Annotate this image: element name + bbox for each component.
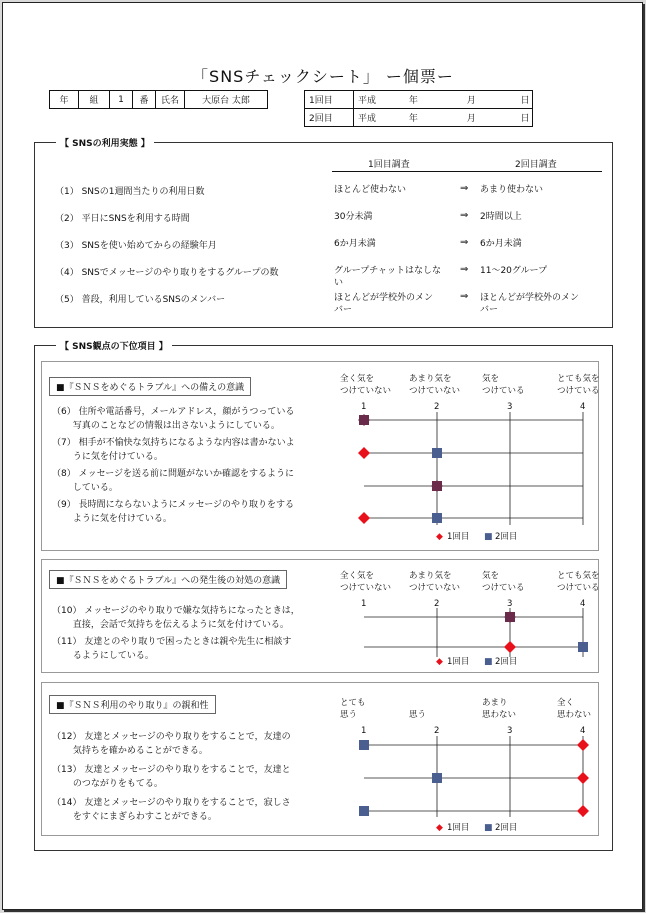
usage-second-answer: 2時間以上 — [480, 212, 522, 222]
subpanel-item: （10） メッセージのやり取りで嫌な気持ちになったときは， 直接，会話で気持ちを伝えるように気を付けている。 — [52, 606, 300, 630]
usage-arrow: ⇒ — [460, 237, 469, 248]
name-label: 氏名 — [156, 91, 185, 109]
usage-arrow: ⇒ — [460, 291, 469, 302]
scale-label: 思わない — [557, 710, 592, 720]
usage-second-answer: あまり使わない — [480, 185, 544, 195]
page-title: 「SNSチェックシート」 ー個票ー — [192, 67, 454, 86]
subpanel-heading: ■『ＳＮＳ利用のやり取り』の親和性 — [49, 695, 216, 714]
usage-arrow: ⇒ — [460, 264, 469, 275]
tick-label: 4 — [580, 599, 586, 609]
tick-label: 4 — [580, 726, 586, 736]
tick-label: 2 — [434, 402, 440, 412]
subpanel-item: （7） 相手が不愉快な気持ちになるような内容は書かないよ うに気を付けている。 — [52, 438, 295, 462]
subpanel-heading: ■『ＳＮＳをめぐるトラブル』への発生後の対処の意識 — [49, 570, 287, 589]
grade-label: 年 — [50, 91, 79, 109]
era: 平成 — [358, 96, 377, 106]
day-label: 日 — [520, 96, 530, 106]
class-label: 組 — [79, 91, 110, 109]
subpanel-item: （9） 長時間にならないようにメッセージのやり取りをする ように気を付けている。 — [52, 500, 295, 524]
usage-col2-header: 2回目調査 — [515, 160, 557, 170]
scale-label: 気を — [482, 374, 500, 384]
viewpoint-section-title: 【 SNS観点の下位項目 】 — [56, 339, 172, 352]
month-label: 月 — [466, 114, 476, 124]
scale-label: つけている — [482, 583, 525, 593]
day-label: 日 — [520, 114, 530, 124]
subpanel-heading: ■『ＳＮＳをめぐるトラブル』への備えの意識 — [49, 377, 251, 396]
scale-label: 気を — [482, 571, 500, 581]
scale-label: 全く気を — [340, 571, 375, 581]
usage-col1-header: 1回目調査 — [368, 160, 410, 170]
legend-first-label: 1回目 — [447, 657, 470, 667]
round-label: 2回目 — [305, 109, 354, 127]
scale-label: 全く — [557, 698, 575, 708]
legend-second-marker: ■ — [484, 823, 493, 833]
tick-label: 3 — [507, 726, 513, 736]
legend-first-label: 1回目 — [447, 532, 470, 542]
year-label: 年 — [408, 96, 418, 106]
usage-section-title: 【 SNSの利用実態 】 — [56, 136, 154, 149]
legend-second-marker: ■ — [484, 532, 493, 542]
tick-label: 1 — [361, 726, 367, 736]
legend-first-marker: ◆ — [436, 823, 443, 833]
rounds-table — [304, 90, 533, 127]
tick-label: 2 — [434, 726, 440, 736]
usage-first-answer: 6か月未満 — [334, 239, 376, 249]
usage-row-label: （3） SNSを使い始めてからの経験年月 — [55, 241, 217, 251]
scale-label: あまり気を — [409, 374, 452, 384]
usage-row-label: （1） SNSの1週間当たりの利用日数 — [55, 187, 205, 197]
usage-row-label: （4） SNSでメッセージのやり取りをするグループの数 — [55, 268, 279, 278]
usage-row-label: （2） 平日にSNSを利用する時間 — [55, 214, 190, 224]
usage-second-answer: 11～20グループ — [480, 266, 548, 276]
legend-second-label: 2回目 — [495, 657, 518, 667]
usage-arrow: ⇒ — [460, 183, 469, 194]
scale-label: 思う — [409, 710, 427, 720]
subpanel-item: （8） メッセージを送る前に問題がないか確認をするように している。 — [52, 469, 295, 493]
legend-second-label: 2回目 — [495, 532, 518, 542]
usage-header-rule — [332, 171, 602, 172]
scale-label: つけていない — [340, 386, 392, 396]
era: 平成 — [358, 114, 377, 124]
scale-label: とても気を — [557, 374, 600, 384]
subpanel-item: （13） 友達とメッセージのやり取りをすることで，友達と のつながりをもてる。 — [52, 765, 291, 789]
subpanel-item: （6） 住所や電話番号，メールアドレス，顔がうつっている 写真のことなどの情報は出さないようにしている。 — [52, 407, 295, 431]
usage-first-answer: 30分未満 — [334, 212, 373, 222]
legend-first-marker: ◆ — [436, 657, 443, 667]
student-name: 大原台 太郎 — [185, 91, 268, 109]
scale-label: つけている — [482, 386, 525, 396]
usage-arrow: ⇒ — [460, 210, 469, 221]
round-row — [305, 91, 533, 109]
legend-first-label: 1回目 — [447, 823, 470, 833]
usage-first-answer: ほとんどが学校外のメン バー — [334, 293, 434, 315]
round-date — [354, 109, 533, 127]
legend-first-marker: ◆ — [436, 532, 443, 542]
scale-label: つけている — [557, 386, 600, 396]
scale-label: つけていない — [409, 583, 461, 593]
student-number: 1 — [110, 91, 133, 109]
legend-second-label: 2回目 — [495, 823, 518, 833]
subpanel-item: （11） 友達とのやり取りで困ったときは親や先生に相談す るようにしている。 — [52, 637, 292, 661]
scale-label: 全く気を — [340, 374, 375, 384]
usage-row-label: （5） 普段，利用しているSNSのメンバー — [55, 295, 226, 305]
tick-label: 4 — [580, 402, 586, 412]
tick-label: 1 — [361, 599, 367, 609]
subpanel-item: （14） 友達とメッセージのやり取りをすることで，寂しさ をすぐにまぎらわすことができる。 — [52, 798, 291, 822]
scale-label: とても — [340, 698, 366, 708]
usage-second-answer: 6か月未満 — [480, 239, 522, 249]
tick-label: 2 — [434, 599, 440, 609]
scale-label: あまり — [482, 698, 508, 708]
round-row — [305, 109, 533, 127]
round-label: 1回目 — [305, 91, 354, 109]
student-info-table — [49, 90, 268, 109]
tick-label: 3 — [507, 402, 513, 412]
usage-first-answer: グループチャットはなしな い — [334, 266, 442, 288]
usage-second-answer: ほとんどが学校外のメン バー — [480, 293, 580, 315]
legend-second-marker: ■ — [484, 657, 493, 667]
scale-label: つけていない — [409, 386, 461, 396]
round-date — [354, 91, 533, 109]
scale-label: あまり気を — [409, 571, 452, 581]
tick-label: 1 — [361, 402, 367, 412]
tick-label: 3 — [507, 599, 513, 609]
scale-label: とても気を — [557, 571, 600, 581]
scale-label: 思う — [340, 710, 358, 720]
month-label: 月 — [466, 96, 476, 106]
year-label: 年 — [408, 114, 418, 124]
scale-label: 思わない — [482, 710, 517, 720]
subpanel-item: （12） 友達とメッセージのやり取りをすることで，友達の 気持ちを確かめることができる。 — [52, 732, 291, 756]
scale-label: つけていない — [340, 583, 392, 593]
usage-first-answer: ほとんど使わない — [334, 185, 407, 195]
number-label: 番 — [133, 91, 156, 109]
scale-label: つけている — [557, 583, 600, 593]
